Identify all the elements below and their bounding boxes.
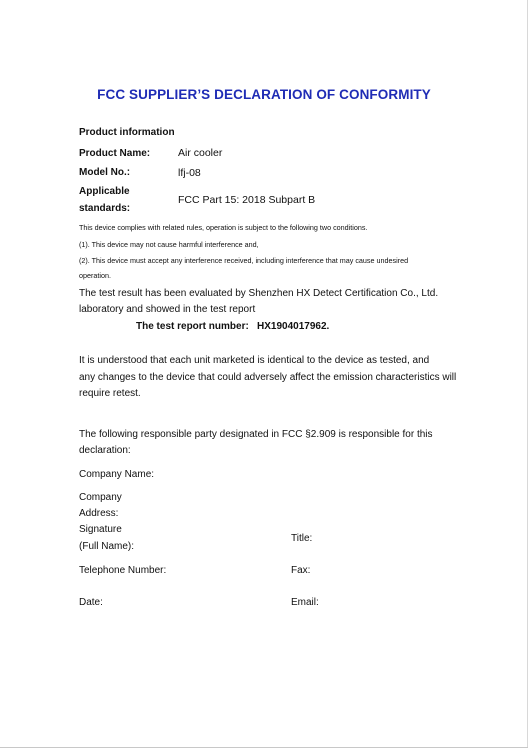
company-address-label-line1: Company (79, 492, 122, 503)
document-title: FCC SUPPLIER’S DECLARATION OF CONFORMITY (97, 87, 431, 102)
model-value: lfj-08 (178, 167, 201, 179)
evaluation-line1: The test result has been evaluated by Shenzhen HX Detect Certification Co., Ltd. (79, 288, 439, 299)
product-info-heading: Product information (79, 127, 175, 138)
conditions-intro: This device complies with related rules, operation is subject to the following two conditions. (79, 223, 368, 232)
condition-item-1: (1). This device may not cause harmful interference and, (79, 240, 259, 249)
title-label: Title: (291, 533, 313, 544)
email-label: Email: (291, 597, 319, 608)
condition-item-2-line2: operation. (79, 271, 111, 280)
report-number-value: HX1904017962. (257, 321, 330, 332)
telephone-label: Telephone Number: (79, 565, 167, 576)
company-name-label: Company Name: (79, 469, 155, 480)
applicable-label-line2: standards: (79, 203, 131, 214)
report-number-label: The test report number: (136, 321, 249, 332)
responsible-line1: The following responsible party designated in FCC §2.909 is responsible for this (79, 429, 433, 440)
understanding-line3: require retest. (79, 388, 141, 399)
date-label: Date: (79, 597, 103, 608)
model-label: Model No.: (79, 167, 131, 178)
understanding-line1: It is understood that each unit marketed is identical to the device as tested, and (79, 355, 430, 366)
understanding-line2: any changes to the device that could adversely affect the emission characteristics will (79, 372, 457, 383)
responsible-line2: declaration: (79, 445, 131, 456)
product-name-label: Product Name: (79, 148, 151, 159)
signature-label-line2: (Full Name): (79, 541, 135, 552)
signature-label-line1: Signature (79, 524, 122, 535)
company-address-label-line2: Address: (79, 508, 119, 519)
product-name-value: Air cooler (178, 147, 223, 159)
condition-item-2-line1: (2). This device must accept any interference received, including interference that may cause undesired (79, 256, 409, 265)
applicable-label-line1: Applicable (79, 186, 130, 197)
evaluation-line2: laboratory and showed in the test report (79, 304, 256, 315)
fax-label: Fax: (291, 565, 311, 576)
applicable-value: FCC Part 15: 2018 Subpart B (178, 194, 316, 206)
